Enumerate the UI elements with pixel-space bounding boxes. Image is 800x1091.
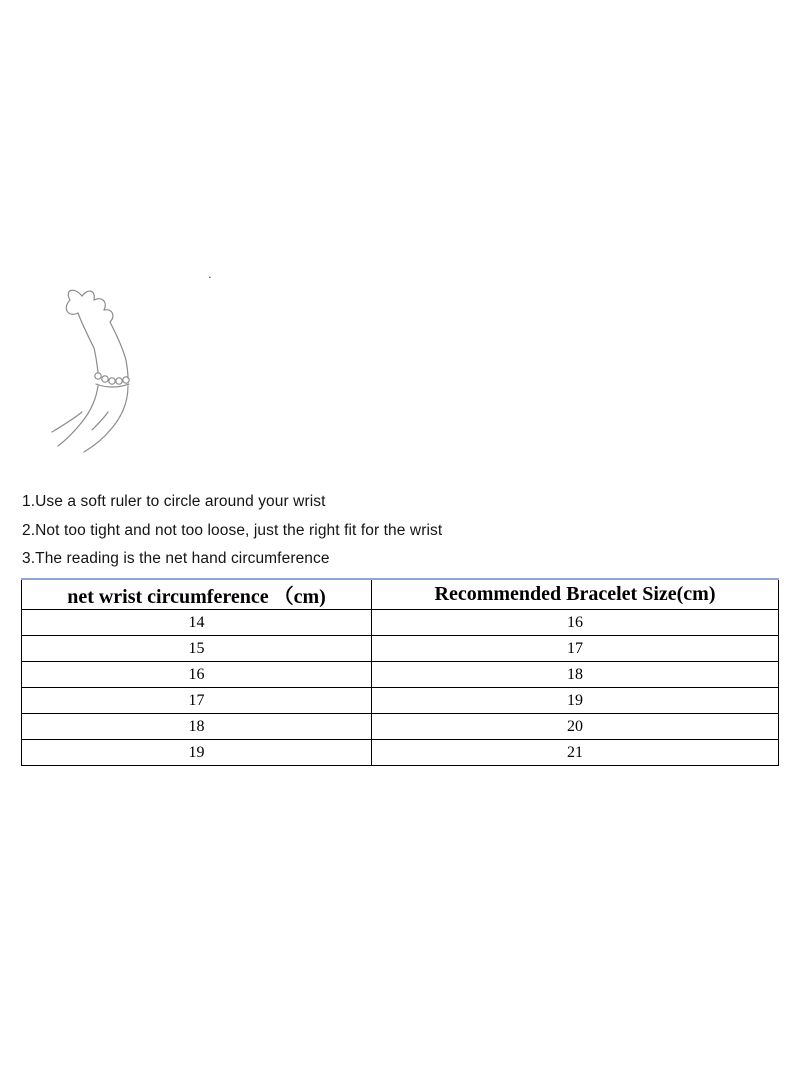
table-cell-size: 21: [372, 740, 779, 766]
table-cell-wrist: 17: [22, 688, 372, 714]
stray-mark: .: [208, 266, 212, 281]
table-cell-size: 20: [372, 714, 779, 740]
table-row: [22, 740, 779, 766]
instruction-line-1: 1.Use a soft ruler to circle around your wrist: [22, 493, 326, 510]
table-row: [22, 610, 779, 636]
table-cell-wrist: 19: [22, 740, 372, 766]
hand-bracelet-icon: [42, 280, 182, 455]
instruction-line-3: 3.The reading is the net hand circumference: [22, 550, 330, 567]
table-header-row: [22, 579, 779, 610]
table-cell-size: 17: [372, 636, 779, 662]
table-cell-wrist: 15: [22, 636, 372, 662]
instruction-line-2: 2.Not too tight and not too loose, just the right fit for the wrist: [22, 521, 443, 539]
table-row: [22, 688, 779, 714]
table-cell-wrist: 14: [22, 610, 372, 636]
header-bracelet-size: Recommended Bracelet Size(cm): [372, 579, 779, 610]
table-cell-wrist: 16: [22, 662, 372, 688]
bracelet-sizing-table: [21, 578, 779, 766]
table-row: [22, 636, 779, 662]
instructions-block: [22, 488, 442, 574]
table-row: [22, 662, 779, 688]
table-cell-size: 18: [372, 662, 779, 688]
header-wrist-circumference: net wrist circumference （cm): [22, 579, 372, 610]
table-cell-wrist: 18: [22, 714, 372, 740]
table-row: [22, 714, 779, 740]
table-cell-size: 16: [372, 610, 779, 636]
table-cell-size: 19: [372, 688, 779, 714]
